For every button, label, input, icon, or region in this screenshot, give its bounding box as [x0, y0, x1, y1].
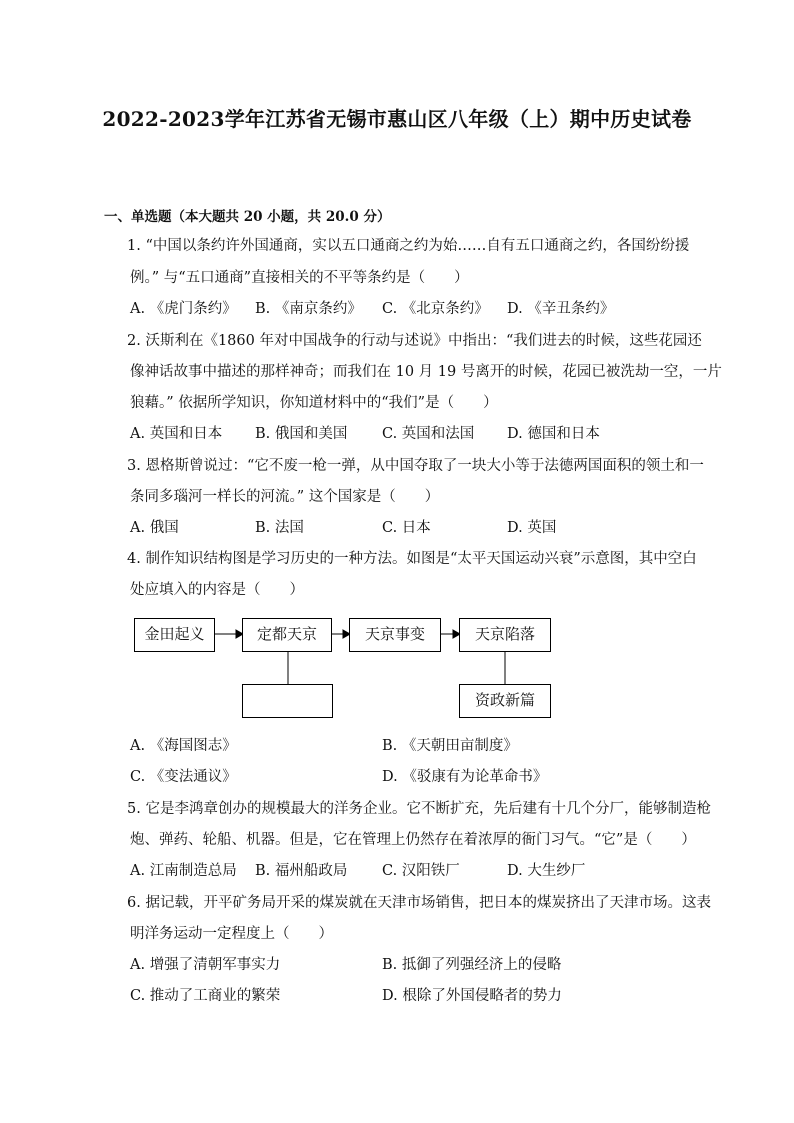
- diagram-box-tianjing-fall: 天京陷落: [459, 618, 551, 652]
- diagram-box-tianjing-incident: 天京事变: [349, 618, 441, 652]
- question-1-line-1: 1. “中国以条约许外国通商，实以五口通商之约为始……自有五口通商之约，各国纷纷援: [127, 238, 690, 254]
- question-3-option-b[interactable]: B. 法国: [255, 520, 304, 536]
- question-4-option-a[interactable]: A. 《海国图志》: [130, 738, 237, 754]
- question-1-line-2: 例。” 与“五口通商”直接相关的不平等条约是（ ）: [130, 270, 469, 286]
- question-6-line-1: 6. 据记载，开平矿务局开采的煤炭就在天津市场销售，把日本的煤炭挤出了天津市场。这表: [127, 895, 711, 911]
- question-3-line-1: 3. 恩格斯曾说过：“它不废一枪一弹，从中国夺取了一块大小等于法德两国面积的领土和一: [127, 458, 704, 474]
- question-6-option-b[interactable]: B. 抵御了列强经济上的侵略: [382, 957, 562, 973]
- question-2-line-3: 狼藉。” 依据所学知识，你知道材料中的“我们”是（ ）: [130, 395, 498, 411]
- question-5-option-c[interactable]: C. 汉阳铁厂: [382, 863, 460, 879]
- page-title: 2022-2023学年江苏省无锡市惠山区八年级（上）期中历史试卷: [102, 107, 692, 131]
- question-6-option-a[interactable]: A. 增强了清朝军事实力: [130, 957, 281, 973]
- question-2-option-b[interactable]: B. 俄国和美国: [255, 426, 348, 442]
- question-3-option-c[interactable]: C. 日本: [382, 520, 431, 536]
- diagram-box-jintian-uprising: 金田起义: [134, 618, 215, 652]
- question-5-line-2: 炮、弹药、轮船、机器。但是，它在管理上仍然存在着浓厚的衙门习气。“它”是（ ）: [130, 832, 696, 848]
- question-1-option-c[interactable]: C. 《北京条约》: [382, 301, 489, 317]
- question-1-option-d[interactable]: D. 《辛丑条约》: [507, 301, 615, 317]
- question-6-option-c[interactable]: C. 推动了工商业的繁荣: [130, 988, 281, 1004]
- question-4-line-2: 处应填入的内容是（ ）: [130, 582, 304, 598]
- question-2-line-2: 像神话故事中描述的那样神奇；而我们在 10 月 19 号离开的时候，花园已被洗劫一空，一片: [130, 364, 722, 380]
- question-2-option-c[interactable]: C. 英国和法国: [382, 426, 475, 442]
- question-1-option-a[interactable]: A. 《虎门条约》: [130, 301, 237, 317]
- section-heading: 一、单选题（本大题共 20 小题，共 20.0 分）: [104, 209, 391, 225]
- question-5-option-b[interactable]: B. 福州船政局: [255, 863, 348, 879]
- question-2-line-1: 2. 沃斯利在《1860 年对中国战争的行动与述说》中指出：“我们进去的时候，这些花园还: [127, 333, 702, 349]
- question-4-line-1: 4. 制作知识结构图是学习历史的一种方法。如图是“太平天国运动兴衰”示意图，其中空白: [127, 551, 697, 567]
- question-1-option-b[interactable]: B. 《南京条约》: [255, 301, 362, 317]
- question-3-option-a[interactable]: A. 俄国: [130, 520, 179, 536]
- question-3-line-2: 条同多瑙河一样长的河流。” 这个国家是（ ）: [130, 489, 440, 505]
- question-4-option-c[interactable]: C. 《变法通议》: [130, 769, 237, 785]
- question-3-option-d[interactable]: D. 英国: [507, 520, 557, 536]
- question-4-option-d[interactable]: D. 《驳康有为论革命书》: [382, 769, 548, 785]
- diagram-blank-box: [242, 684, 333, 718]
- diagram-box-new-treatise: 资政新篇: [459, 684, 551, 718]
- question-6-option-d[interactable]: D. 根除了外国侵略者的势力: [382, 988, 562, 1004]
- question-6-line-2: 明洋务运动一定程度上（ ）: [130, 926, 333, 942]
- question-2-option-d[interactable]: D. 德国和日本: [507, 426, 600, 442]
- question-5-line-1: 5. 它是李鸿章创办的规模最大的洋务企业。它不断扩充，先后建有十几个分厂，能够制造枪: [127, 801, 711, 817]
- question-2-option-a[interactable]: A. 英国和日本: [130, 426, 223, 442]
- diagram-box-capital-tianjing: 定都天京: [242, 618, 332, 652]
- question-5-option-a[interactable]: A. 江南制造总局: [130, 863, 237, 879]
- question-5-option-d[interactable]: D. 大生纱厂: [507, 863, 586, 879]
- question-4-option-b[interactable]: B. 《天朝田亩制度》: [382, 738, 518, 754]
